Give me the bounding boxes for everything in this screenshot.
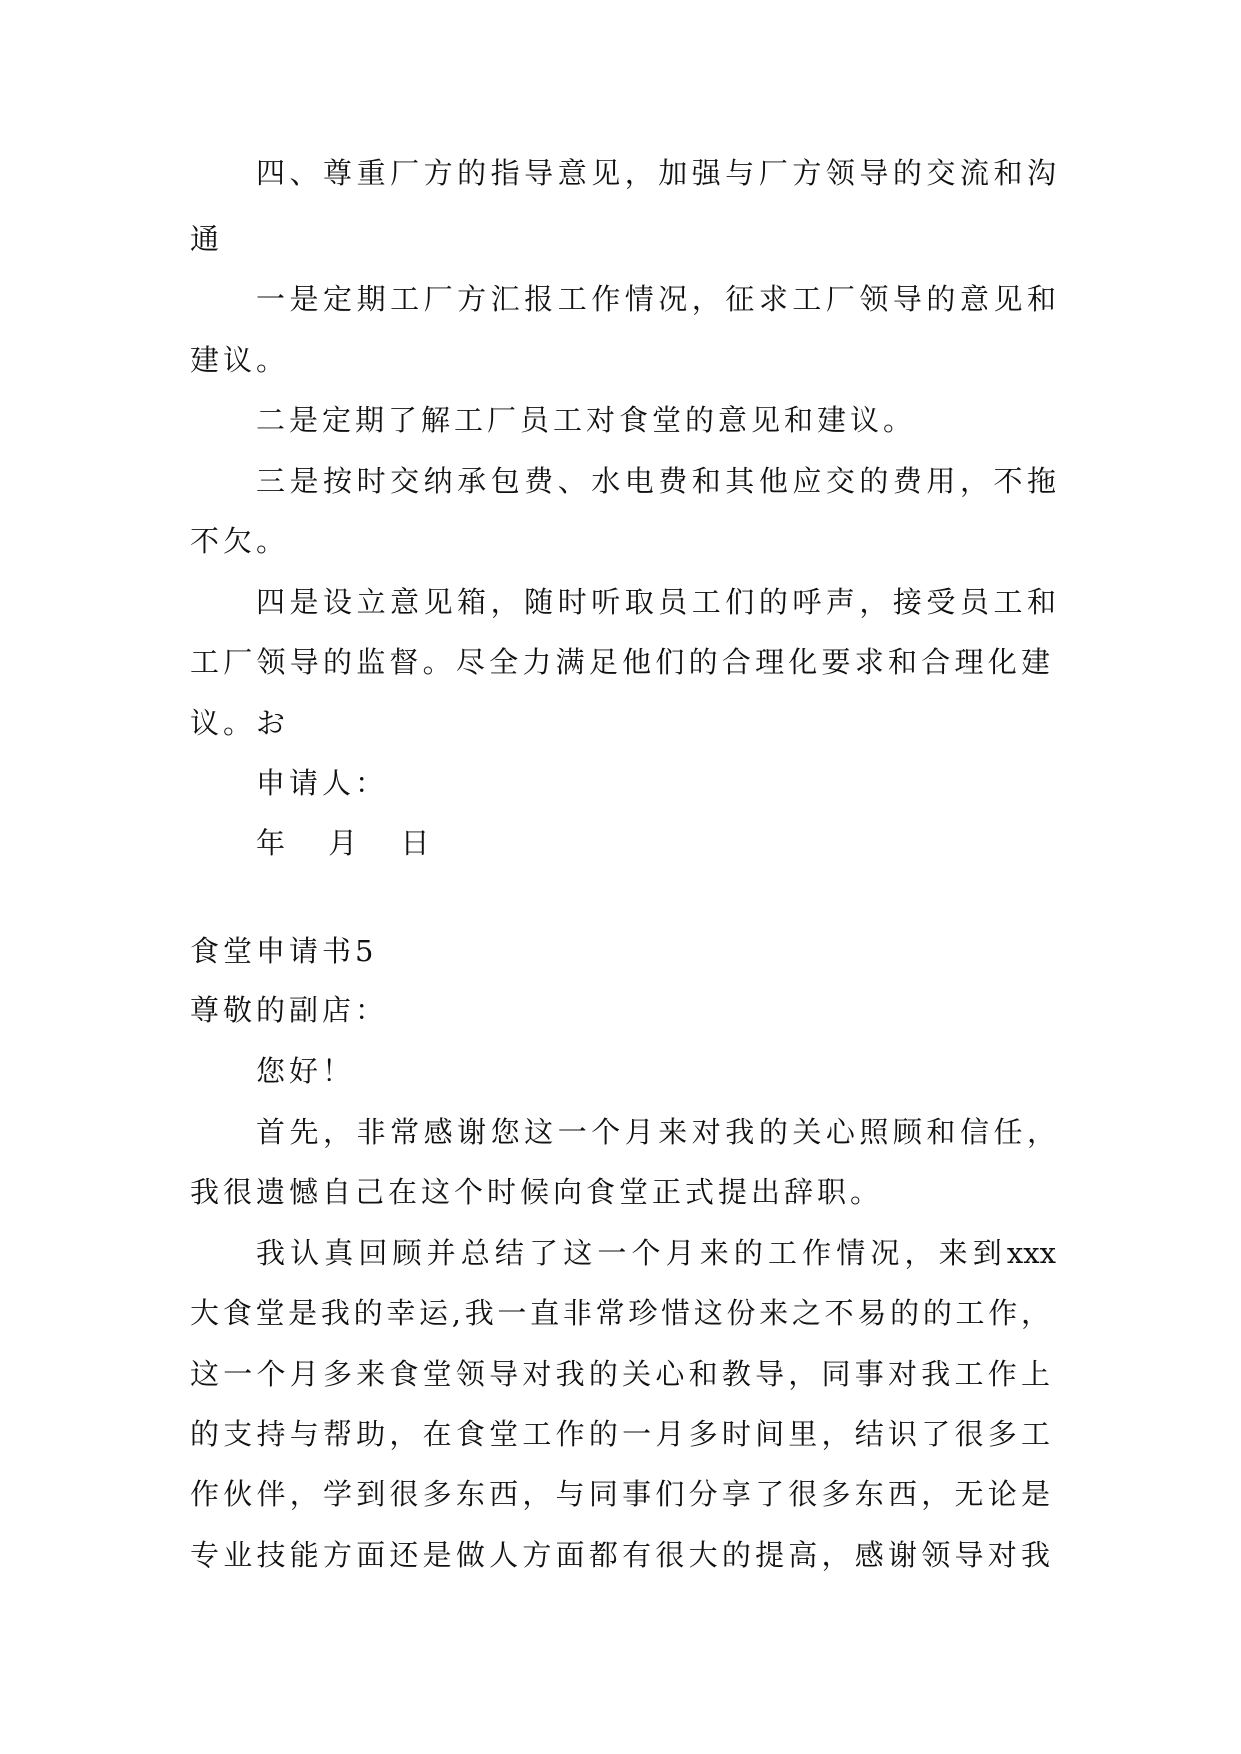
paragraph-3-line-1: 三是按时交纳承包费、水电费和其他应交的费用，不拖 <box>256 464 1056 498</box>
letter-paragraph-2-line-5: 作伙伴，学到很多东西，与同事们分享了很多东西，无论是 <box>190 1477 1050 1511</box>
paragraph-4-line-2: 工厂领导的监督。尽全力满足他们的合理化要求和合理化建 <box>190 645 1050 679</box>
letter-paragraph-1-line-1: 首先，非常感谢您这一个月来对我的关心照顾和信任， <box>256 1115 1056 1149</box>
letter-paragraph-1-line-2: 我很遗憾自己在这个时候向食堂正式提出辞职。 <box>190 1175 884 1209</box>
paragraph-4-line-3: 议。お <box>190 706 290 740</box>
paragraph-1-line-2: 建议。 <box>190 343 290 377</box>
letter-paragraph-2-line-4: 的支持与帮助，在食堂工作的一月多时间里，结识了很多工 <box>190 1417 1050 1451</box>
applicant-label: 申请人： <box>256 766 389 800</box>
section-heading-line-2: 通 <box>190 222 224 256</box>
date-day: 日 <box>400 826 434 860</box>
date-year: 年 <box>256 826 290 860</box>
letter-paragraph-2-line-3: 这一个月多来食堂领导对我的关心和教导，同事对我工作上 <box>190 1357 1050 1391</box>
document-title: 食堂申请书5 <box>190 934 378 968</box>
paragraph-1-line-1: 一是定期工厂方汇报工作情况，征求工厂领导的意见和 <box>256 282 1056 316</box>
section-heading-line-1: 四、尊重厂方的指导意见，加强与厂方领导的交流和沟 <box>256 156 1056 190</box>
paragraph-3-line-2: 不欠。 <box>190 524 290 558</box>
paragraph-2: 二是定期了解工厂员工对食堂的意见和建议。 <box>256 403 917 437</box>
date-month: 月 <box>328 826 362 860</box>
date-line <box>256 823 1056 863</box>
letter-paragraph-2-line-2: 大食堂是我的幸运,我一直非常珍惜这份来之不易的的工作， <box>190 1296 1050 1330</box>
salutation: 尊敬的副店： <box>190 993 389 1027</box>
greeting: 您好！ <box>256 1054 356 1088</box>
letter-paragraph-2-line-6: 专业技能方面还是做人方面都有很大的提高，感谢领导对我 <box>190 1538 1050 1572</box>
paragraph-4-line-1: 四是设立意见箱，随时听取员工们的呼声，接受员工和 <box>256 585 1056 619</box>
letter-paragraph-2-line-1: 我认真回顾并总结了这一个月来的工作情况，来到xxx <box>256 1236 1056 1270</box>
